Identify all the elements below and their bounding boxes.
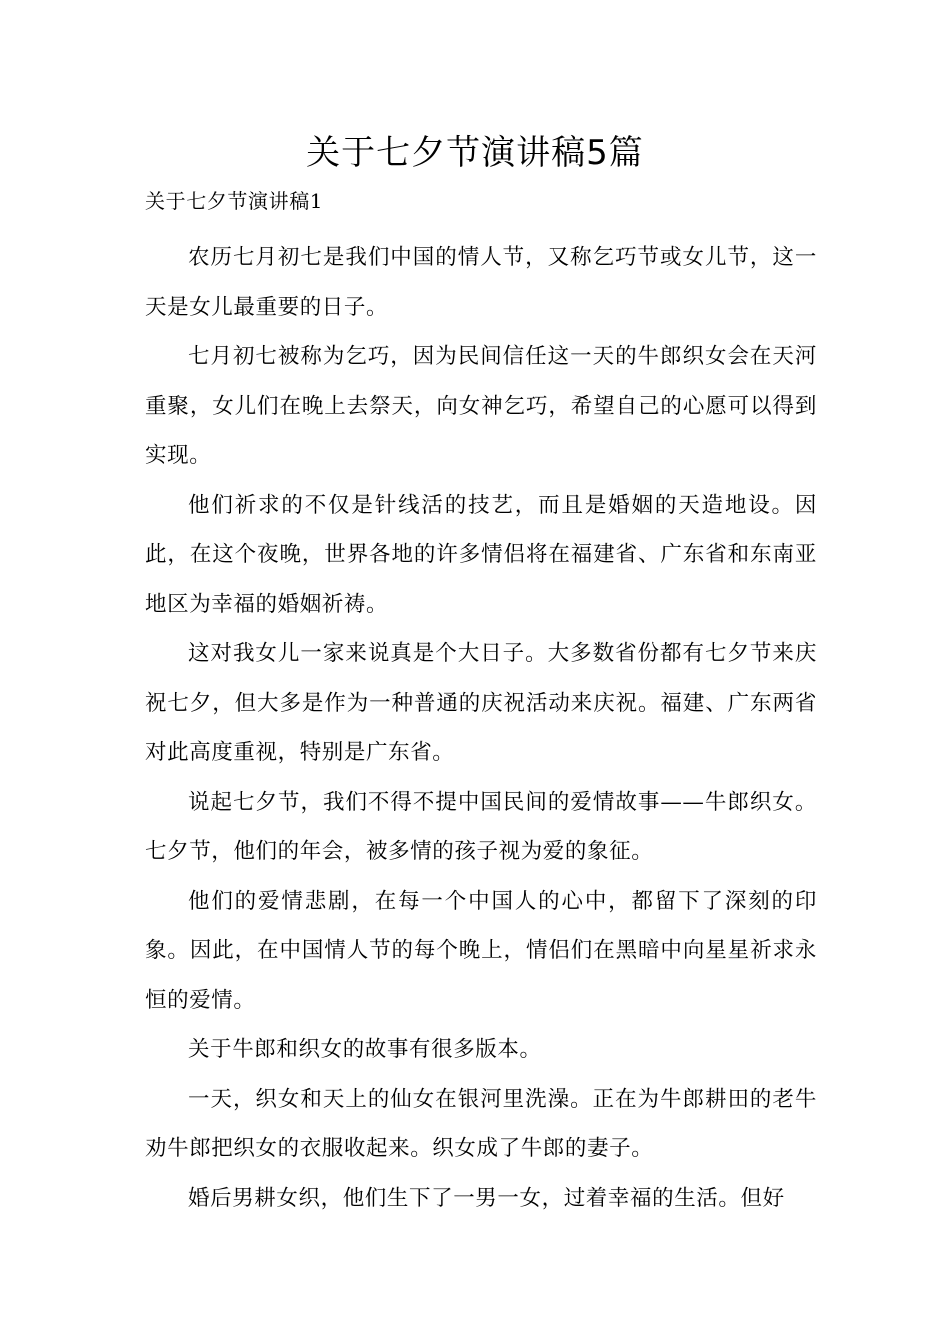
paragraph: 一天，织女和天上的仙女在银河里洗澡。正在为牛郎耕田的老牛劝牛郎把织女的衣服收起来。织女成了牛郎的妻子。 bbox=[145, 1086, 817, 1161]
section-subtitle: 关于七夕节演讲稿1 bbox=[145, 189, 324, 213]
document-body bbox=[145, 183, 817, 1223]
paragraph: 他们祈求的不仅是针线活的技艺，而且是婚姻的天造地设。因此，在这个夜晚，世界各地的许多情侣将在福建省、广东省和东南亚地区为幸福的婚姻祈祷。 bbox=[145, 492, 817, 617]
paragraph: 说起七夕节，我们不得不提中国民间的爱情故事——牛郎织女。七夕节，他们的年会，被多情的孩子视为爱的象征。 bbox=[145, 789, 817, 864]
paragraph: 七月初七被称为乞巧，因为民间信任这一天的牛郎织女会在天河重聚，女儿们在晚上去祭天，向女神乞巧，希望自己的心愿可以得到实现。 bbox=[145, 344, 817, 468]
paragraph: 这对我女儿一家来说真是个大日子。大多数省份都有七夕节来庆祝七夕，但大多是作为一种普通的庆祝活动来庆祝。福建、广东两省对此高度重视，特别是广东省。 bbox=[145, 641, 817, 765]
paragraph: 他们的爱情悲剧，在每一个中国人的心中，都留下了深刻的印象。因此，在中国情人节的每个晚上，情侣们在黑暗中向星星祈求永恒的爱情。 bbox=[145, 888, 817, 1013]
paragraph: 农历七月初七是我们中国的情人节，又称乞巧节或女儿节，这一天是女儿最重要的日子。 bbox=[145, 245, 817, 320]
document-title: 关于七夕节演讲稿5篇 bbox=[306, 133, 644, 173]
paragraph: 关于牛郎和织女的故事有很多版本。 bbox=[188, 1037, 542, 1062]
paragraph: 婚后男耕女织，他们生下了一男一女，过着幸福的生活。但好 bbox=[188, 1185, 785, 1211]
